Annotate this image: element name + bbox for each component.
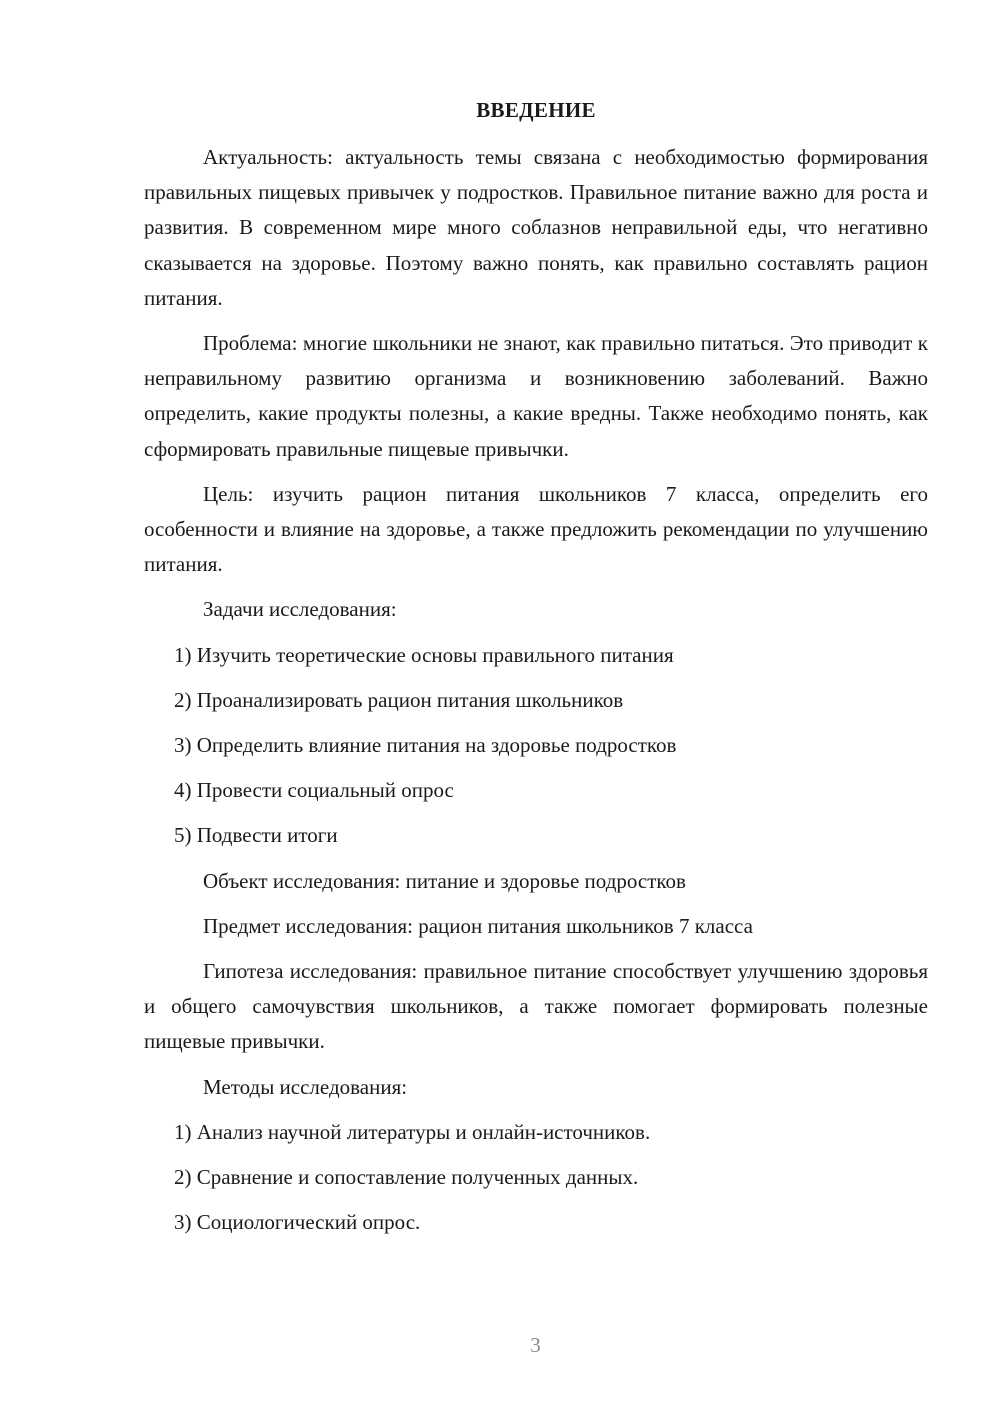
list-item: 3) Определить влияние питания на здоровье подростков <box>174 733 677 758</box>
list-item: 1) Изучить теоретические основы правильного питания <box>174 642 674 667</box>
methods-heading: Методы исследования: <box>203 1074 408 1099</box>
list-item: 1) Анализ научной литературы и онлайн-источников. <box>174 1119 651 1144</box>
page-title: ВВЕДЕНИЕ <box>476 98 596 122</box>
list-item: 5) Подвести итоги <box>174 823 338 848</box>
list-item: 3) Социологический опрос. <box>174 1210 421 1235</box>
hypothesis-paragraph: Гипотеза исследования: правильное питание способствует улучшению здоровья и общего самочувствия школьников, а также помогает формировать полезные пищевые привычки. <box>144 959 928 1054</box>
list-item: 4) Провести социальный опрос <box>174 778 454 803</box>
page-number: 3 <box>530 1333 541 1357</box>
relevance-paragraph: Актуальность: актуальность темы связана с необходимостью формирования правильных пищевых привычек у подростков. Правильное питание важно для роста и развития. В современном мире много соблазнов неправильной еды, что негативно сказывается на здоровье. Поэтому важно понять, как правильно составлять рацион питания. <box>144 145 928 310</box>
tasks-heading: Задачи исследования: <box>203 597 397 622</box>
methods-list <box>144 1115 928 1241</box>
subject-line: Предмет исследования: рацион питания школьников 7 класса <box>203 913 753 938</box>
list-item: 2) Сравнение и сопоставление полученных данных. <box>174 1165 639 1190</box>
problem-paragraph: Проблема: многие школьники не знают, как правильно питаться. Это приводит к неправильному развитию организма и возникновению заболеваний. Важно определить, какие продукты полезны, а какие вредны. Также необходимо понять, как сформировать правильные пищевые привычки. <box>144 331 928 461</box>
document-page <box>144 92 928 1250</box>
goal-paragraph: Цель: изучить рацион питания школьников 7 класса, определить его особенности и влияние на здоровье, а также предложить рекомендации по улучшению питания. <box>144 481 928 577</box>
list-item: 2) Проанализировать рацион питания школьников <box>174 687 624 712</box>
object-line: Объект исследования: питание и здоровье подростков <box>203 868 686 893</box>
tasks-list <box>144 638 928 854</box>
